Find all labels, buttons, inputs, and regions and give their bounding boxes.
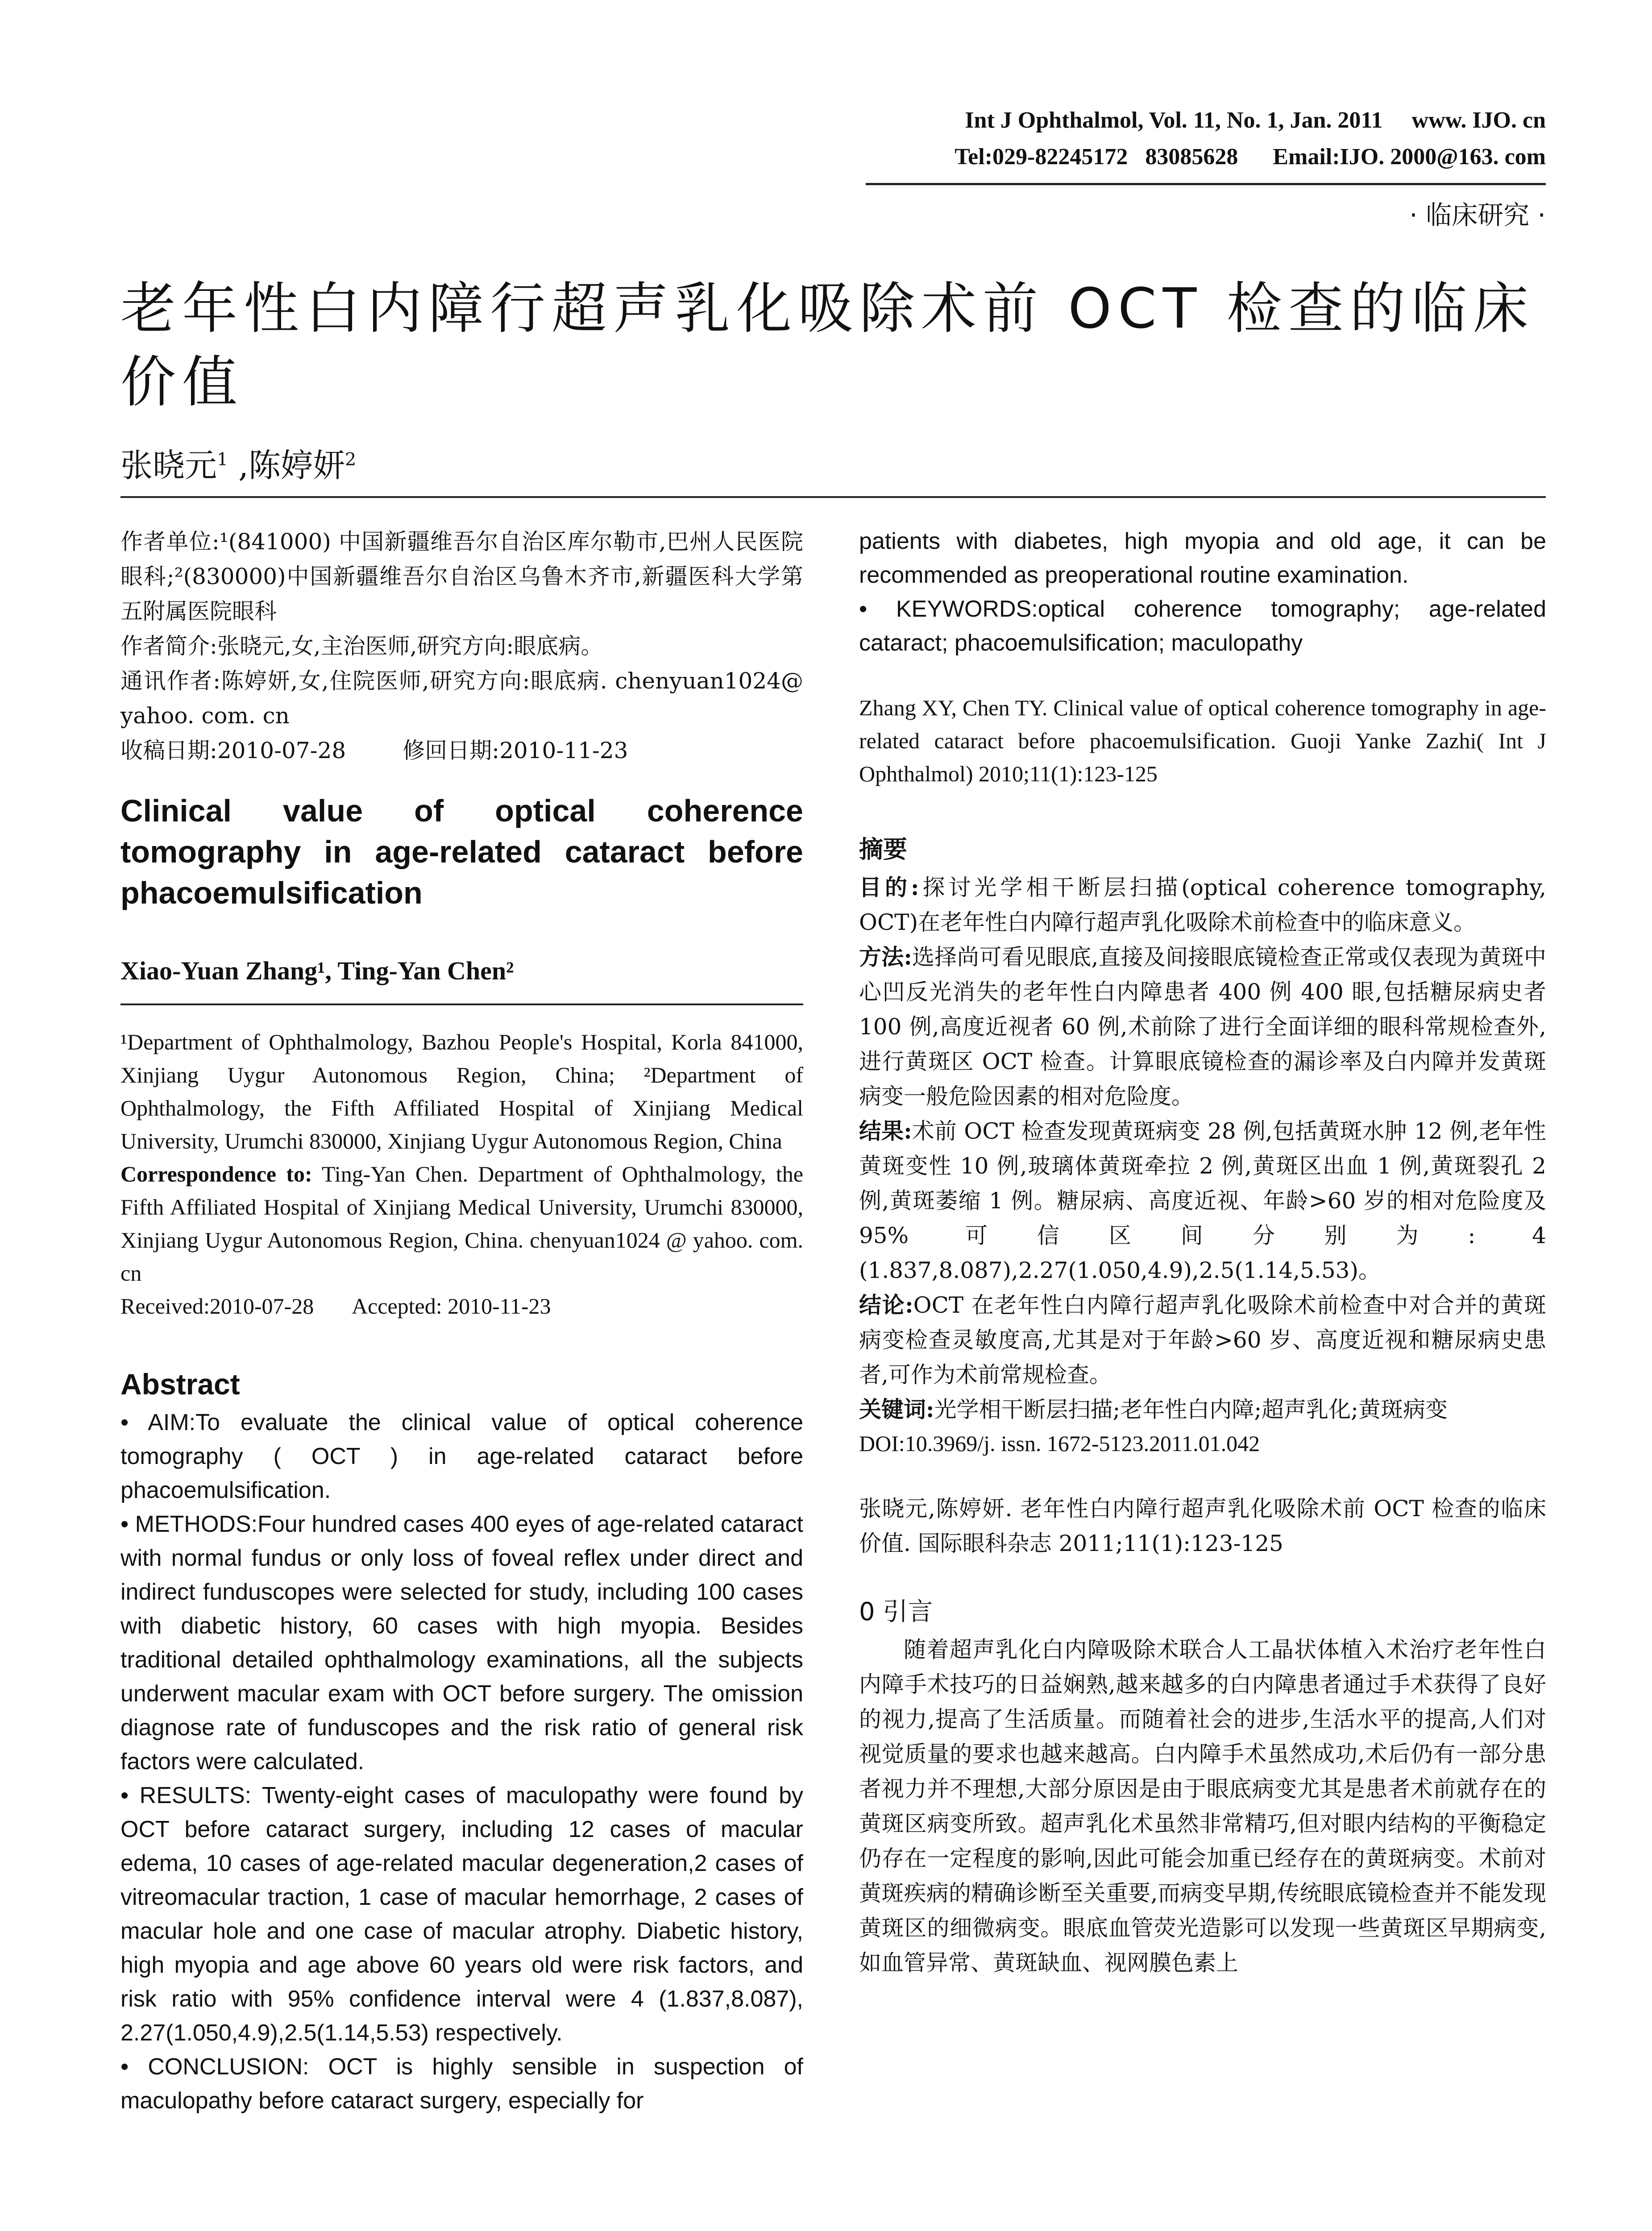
- correspondence-en: [120, 1157, 803, 1290]
- doi: DOI:10.3969/j. issn. 1672-5123.2011.01.042: [859, 1431, 1260, 1456]
- citation-reference-cn: 张晓元,陈婷妍. 老年性白内障行超声乳化吸除术前 OCT 检查的临床价值. 国际眼科杂志 2011;11(1):123-125: [859, 1496, 1546, 1556]
- spacer: [859, 1460, 1546, 1491]
- spacer: [859, 790, 1546, 821]
- author-list-en: Xiao-Yuan Zhang¹, Ting-Yan Chen²: [120, 956, 514, 985]
- keywords-label: 关键词:: [859, 1396, 934, 1422]
- correspondence-label: Correspondence to:: [120, 1161, 312, 1186]
- abstract-heading: Abstract: [120, 1368, 240, 1401]
- methods-label: 方法:: [859, 944, 912, 970]
- introduction-heading: 0 引言: [859, 1597, 933, 1626]
- author-affiliation-en: ¹Department of Ophthalmology, Bazhou People's Hospital, Korla 841000, Xinjiang Uygur Autonomous Region, China; ²Department of Ophthalmology, the Fifth Affiliated Hospital of Xinjiang Medical University, Urumchi 830000, Xinjiang Uygur Autonomous Region, China: [120, 1029, 803, 1153]
- right-column: [859, 524, 1546, 1980]
- author-name: 张晓元: [120, 447, 217, 484]
- author-list-cn: [120, 440, 356, 486]
- author-affiliation-cn: 作者单位:¹(841000) 中国新疆维吾尔自治区库尔勒市,巴州人民医院眼科;²(830000)中国新疆维吾尔自治区乌鲁木齐市,新疆医科大学第五附属医院眼科: [120, 529, 803, 624]
- keywords-text: 光学相干断层扫描;老年性白内障;超声乳化;黄斑病变: [934, 1397, 1448, 1422]
- abstract-methods-cn: [859, 940, 1546, 1114]
- title-divider: [120, 496, 1546, 498]
- introduction-paragraph: 随着超声乳化白内障吸除术联合人工晶状体植入术治疗老年性白内障手术技巧的日益娴熟,越来越多的白内障患者通过手术获得了良好的视力,提高了生活质量。而随着社会的进步,生活水平的提高,人们对视觉质量的要求也越来越高。白内障手术虽然成功,术后仍有一部分患者视力并不理想,大部分原因是由于眼底病变尤其是患者术前就存在的黄斑区病变所致。超声乳化术虽然非常精巧,但对眼内结构的平衡稳定仍存在一定程度的影响,因此可能会加重已经存在的黄斑病变。术前对黄斑疾病的精确诊断至关重要,而病变早期,传统眼底镜检查并不能发现黄斑区的细微病变。眼底血管荧光造影可以发现一些黄斑区早期病变,如血管异常、黄斑缺血、视网膜色素上: [859, 1637, 1546, 1976]
- left-column: [120, 524, 803, 2118]
- submission-dates-en: Received:2010-07-28 Accepted: 2010-11-23: [120, 1294, 551, 1319]
- abstract-results-cn: [859, 1114, 1546, 1288]
- abstract-keywords-en: • KEYWORDS:optical coherence tomography; age-related cataract; phacoemulsification; maculopathy: [859, 596, 1546, 656]
- author-bio-cn: 作者简介:张晓元,女,主治医师,研究方向:眼底病。: [120, 633, 603, 659]
- section-label: · 临床研究 ·: [1409, 200, 1546, 230]
- journal-contact-header: Tel:029-82245172 83085628 Email:IJO. 2000@163. com: [955, 144, 1546, 170]
- abstract-keywords-cn: [859, 1392, 1546, 1427]
- author-separator: ,: [228, 447, 249, 484]
- author-affiliation-mark: 2: [345, 449, 357, 470]
- correspondence-text: Ting-Yan Chen. Department of Ophthalmology, the Fifth Affiliated Hospital of Xinjiang Medical University, Urumchi 830000, Xinjiang Uygur Autonomous Region, China. chenyuan1024 @ yahoo. com. cn: [120, 1161, 803, 1286]
- abstract-conclusion-continued: patients with diabetes, high myopia and old age, it can be recommended as preoperational routine examination.: [859, 528, 1546, 588]
- results-label: 结果:: [859, 1118, 912, 1144]
- abstract-methods: • METHODS:Four hundred cases 400 eyes of age-related cataract with normal fundus or only loss of foveal reflex under direct and indirect funduscopes were selected for study, including 100 cases with diabetic history, 60 cases with high myopia. Besides traditional detailed ophthalmology examinations, all the subjects underwent macular exam with OCT before surgery. The omission diagnose rate of funduscopes and the risk ratio of general risk factors were calculated.: [120, 1511, 803, 1775]
- submission-dates-cn: 收稿日期:2010-07-28 修回日期:2010-11-23: [120, 738, 628, 763]
- journal-citation-header: Int J Ophthalmol, Vol. 11, No. 1, Jan. 2011 www. IJO. cn: [965, 108, 1546, 133]
- corresponding-author-cn: 通讯作者:陈婷妍,女,住院医师,研究方向:眼底病. chenyuan1024@ yahoo. com. cn: [120, 668, 803, 729]
- abstract-heading-cn: 摘要: [859, 835, 907, 863]
- abstract-aim: • AIM:To evaluate the clinical value of optical coherence tomography ( OCT ) in age-related cataract before phacoemulsification.: [120, 1410, 803, 1503]
- article-title-cn: 老年性白内障行超声乳化吸除术前 OCT 检查的临床价值: [120, 277, 1535, 415]
- conclusion-text: OCT 在老年性白内障行超声乳化吸除术前检查中对合并的黄斑病变检查灵敏度高,尤其是对于年龄>60 岁、高度近视和糖尿病史患者,可作为术前常规检查。: [859, 1292, 1546, 1388]
- abstract-purpose-cn: [859, 870, 1546, 940]
- purpose-label: 目的:: [859, 874, 919, 900]
- spacer: [859, 1561, 1546, 1592]
- conclusion-label: 结论:: [859, 1292, 913, 1318]
- purpose-text: 探讨光学相干断层扫描(optical coherence tomography, OCT)在老年性白内障行超声乳化吸除术前检查中的临床意义。: [859, 875, 1546, 935]
- abstract-conclusion-cn: [859, 1288, 1546, 1392]
- spacer: [859, 660, 1546, 691]
- author-divider: [120, 1004, 803, 1005]
- abstract-results: • RESULTS: Twenty-eight cases of maculopathy were found by OCT before cataract surgery, including 12 cases of macular edema, 10 cases of age-related macular degeneration,2 cases of vitreomacular traction, 1 case of macular hemorrhage, 2 cases of macular hole and one case of macular atrophy. Diabetic history, high myopia and age above 60 years old were risk factors, and risk ratio with 95% confidence interval were 4 (1.837,8.087), 2.27(1.050,4.9),2.5(1.14,5.53) respectively.: [120, 1783, 803, 2046]
- citation-reference-en: Zhang XY, Chen TY. Clinical value of optical coherence tomography in age-related cataract before phacoemulsification. Guoji Yanke Zazhi( Int J Ophthalmol) 2010;11(1):123-125: [859, 695, 1546, 786]
- methods-text: 选择尚可看见眼底,直接及间接眼底镜检查正常或仅表现为黄斑中心凹反光消失的老年性白内障患者 400 例 400 眼,包括糖尿病史者 100 例,高度近视者 60 例,术前除了进行全面详细的眼科常规检查外,进行黄斑区 OCT 检查。计算眼底镜检查的漏诊率及白内障并发黄斑病变一般危险因素的相对危险度。: [859, 944, 1546, 1109]
- author-name: 陈婷妍: [248, 447, 345, 484]
- abstract-conclusion: • CONCLUSION: OCT is highly sensible in suspection of maculopathy before cataract surgery, especially for: [120, 2054, 803, 2114]
- article-title-en: Clinical value of optical coherence tomography in age-related cataract before phacoemulsification: [120, 793, 803, 910]
- header-divider: [866, 183, 1546, 185]
- results-text: 术前 OCT 检查发现黄斑病变 28 例,包括黄斑水肿 12 例,老年性黄斑变性 10 例,玻璃体黄斑牵拉 2 例,黄斑区出血 1 例,黄斑裂孔 2 例,黄斑萎缩 1 例。糖尿病、高度近视、年龄>60 岁的相对危险度及 95% 可信区间分别为: 4 (1.837,8.087),2.27(1.050,4.9),2.5(1.14,5.53)。: [859, 1118, 1546, 1283]
- author-affiliation-mark: 1: [217, 449, 228, 470]
